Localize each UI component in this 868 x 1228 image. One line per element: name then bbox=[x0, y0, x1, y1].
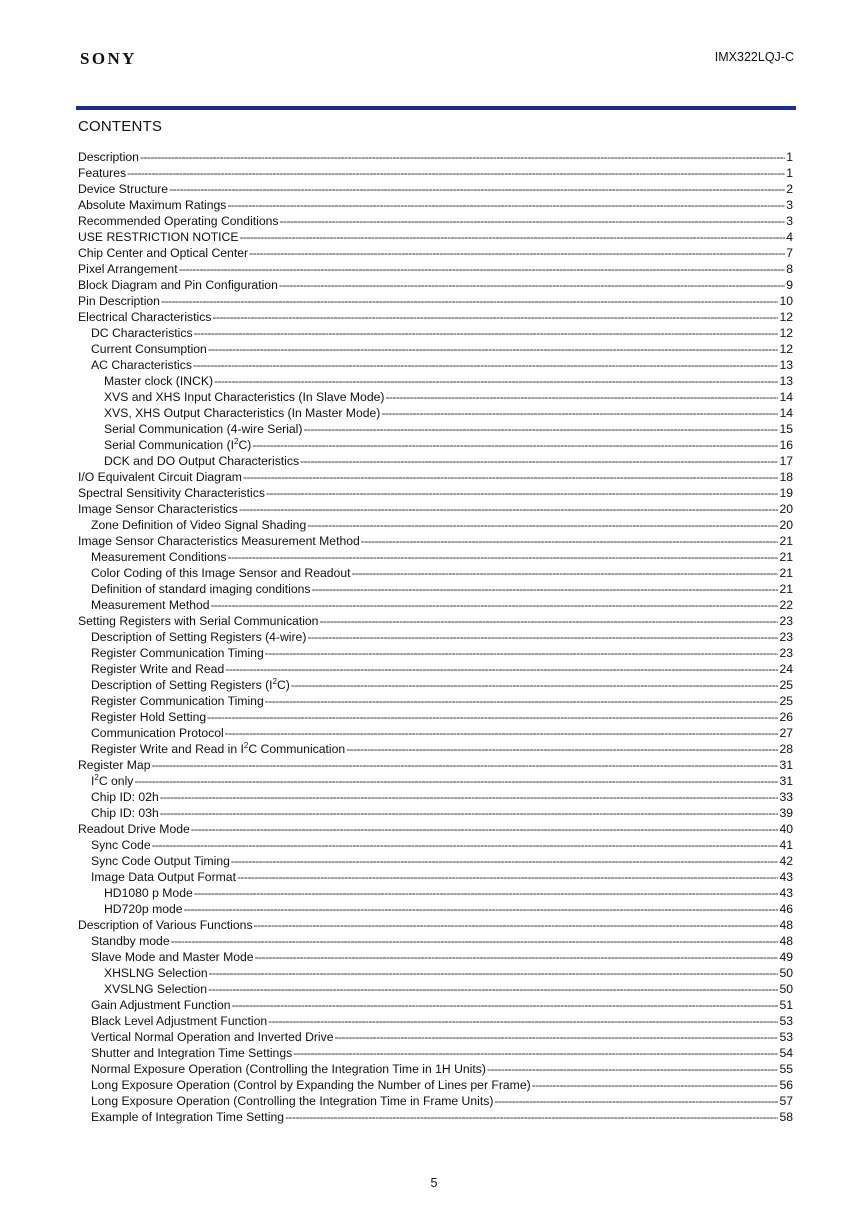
toc-entry-page: 16 bbox=[779, 438, 793, 452]
toc-leader-dashes bbox=[361, 533, 779, 549]
toc-entry[interactable] bbox=[78, 197, 793, 213]
toc-entry[interactable] bbox=[78, 885, 793, 901]
toc-entry[interactable] bbox=[78, 165, 793, 181]
toc-entry[interactable] bbox=[78, 213, 793, 229]
toc-entry-title: Current Consumption bbox=[91, 342, 207, 356]
toc-entry-title: Slave Mode and Master Mode bbox=[91, 950, 254, 964]
toc-entry-page: 39 bbox=[779, 806, 793, 820]
toc-entry[interactable] bbox=[78, 901, 793, 917]
toc-entry-page: 23 bbox=[779, 646, 793, 660]
toc-leader-dashes bbox=[211, 597, 779, 613]
toc-leader-dashes bbox=[291, 677, 779, 693]
toc-leader-dashes bbox=[351, 565, 778, 581]
toc-entry-page: 14 bbox=[779, 406, 793, 420]
toc-entry-page: 57 bbox=[779, 1094, 793, 1108]
toc-leader-dashes bbox=[381, 405, 778, 421]
toc-entry-title: $I^2C$ only bbox=[91, 772, 134, 788]
toc-entry-title: Sync Code bbox=[91, 838, 151, 852]
toc-entry-page: 1 bbox=[786, 150, 793, 164]
toc-entry-page: 1 bbox=[786, 166, 793, 180]
toc-leader-dashes bbox=[228, 549, 779, 565]
toc-entry-page: 54 bbox=[779, 1046, 793, 1060]
toc-entry-page: 41 bbox=[779, 838, 793, 852]
toc-entry[interactable] bbox=[78, 917, 793, 933]
toc-entry[interactable] bbox=[78, 357, 793, 373]
toc-entry[interactable] bbox=[78, 181, 793, 197]
toc-entry[interactable] bbox=[78, 533, 793, 549]
toc-entry-title: Image Data Output Format bbox=[91, 870, 236, 884]
toc-entry-title: Image Sensor Characteristics bbox=[78, 502, 238, 516]
toc-entry-title: Master clock (INCK) bbox=[104, 374, 214, 388]
toc-leader-dashes bbox=[303, 421, 778, 437]
toc-leader-dashes bbox=[212, 309, 778, 325]
toc-leader-dashes bbox=[487, 1061, 779, 1077]
toc-entry[interactable] bbox=[78, 309, 793, 325]
toc-entry-page: 31 bbox=[779, 774, 793, 788]
toc-leader-dashes bbox=[265, 693, 779, 709]
toc-entry-title: Measurement Conditions bbox=[91, 550, 227, 564]
toc-entry[interactable] bbox=[78, 437, 793, 453]
toc-leader-dashes bbox=[169, 181, 785, 197]
toc-leader-dashes bbox=[312, 581, 779, 597]
toc-entry[interactable] bbox=[78, 1029, 793, 1045]
toc-entry-page: 24 bbox=[779, 662, 793, 676]
toc-entry[interactable] bbox=[78, 789, 793, 805]
toc-entry-page: 31 bbox=[779, 758, 793, 772]
toc-entry[interactable] bbox=[78, 725, 793, 741]
toc-entry[interactable] bbox=[78, 341, 793, 357]
toc-entry[interactable] bbox=[78, 661, 793, 677]
toc-entry-title: Communication Protocol bbox=[91, 726, 224, 740]
toc-entry-title: Register Write and Read in $I^2C$ Communication bbox=[91, 740, 346, 756]
toc-entry[interactable] bbox=[78, 1045, 793, 1061]
toc-entry[interactable] bbox=[78, 741, 793, 757]
toc-entry-page: 15 bbox=[779, 422, 793, 436]
toc-leader-dashes bbox=[152, 837, 779, 853]
toc-entry[interactable] bbox=[78, 709, 793, 725]
toc-leader-dashes bbox=[252, 437, 778, 453]
toc-entry-title: Chip Center and Optical Center bbox=[78, 246, 249, 260]
toc-entry-title: Shutter and Integration Time Settings bbox=[91, 1046, 293, 1060]
toc-entry-page: 48 bbox=[779, 934, 793, 948]
toc-entry-page: 51 bbox=[779, 998, 793, 1012]
document-id: IMX322LQJ-C bbox=[714, 50, 794, 64]
toc-entry[interactable] bbox=[78, 277, 793, 293]
toc-entry-title: Register Communication Timing bbox=[91, 646, 264, 660]
toc-entry-page: 26 bbox=[779, 710, 793, 724]
toc-entry-page: 3 bbox=[786, 214, 793, 228]
toc-entry-title: Measurement Method bbox=[91, 598, 210, 612]
toc-leader-dashes bbox=[265, 645, 779, 661]
toc-entry-title: Standby mode bbox=[91, 934, 170, 948]
toc-leader-dashes bbox=[307, 629, 778, 645]
toc-leader-dashes bbox=[385, 389, 778, 405]
toc-entry-title: USE RESTRICTION NOTICE bbox=[78, 230, 239, 244]
toc-entry[interactable] bbox=[78, 1077, 793, 1093]
toc-entry-page: 17 bbox=[779, 454, 793, 468]
toc-entry[interactable] bbox=[78, 261, 793, 277]
toc-entry[interactable] bbox=[78, 421, 793, 437]
toc-entry-title: Vertical Normal Operation and Inverted Drive bbox=[91, 1030, 334, 1044]
toc-entry[interactable] bbox=[78, 869, 793, 885]
toc-entry-title: Sync Code Output Timing bbox=[91, 854, 230, 868]
toc-entry-page: 27 bbox=[779, 726, 793, 740]
toc-entry-title: Register Write and Read bbox=[91, 662, 225, 676]
toc-leader-dashes bbox=[140, 149, 785, 165]
toc-leader-dashes bbox=[249, 245, 785, 261]
toc-entry-title: Zone Definition of Video Signal Shading bbox=[91, 518, 307, 532]
toc-entry-title: Register Communication Timing bbox=[91, 694, 264, 708]
toc-entry[interactable] bbox=[78, 1013, 793, 1029]
toc-entry[interactable] bbox=[78, 981, 793, 997]
toc-entry-title: AC Characteristics bbox=[91, 358, 192, 372]
toc-leader-dashes bbox=[225, 661, 778, 677]
toc-entry[interactable] bbox=[78, 837, 793, 853]
toc-leader-dashes bbox=[346, 741, 778, 757]
toc-entry-page: 23 bbox=[779, 614, 793, 628]
toc-entry-page: 21 bbox=[779, 534, 793, 548]
toc-leader-dashes bbox=[285, 1109, 778, 1125]
toc-entry[interactable] bbox=[78, 693, 793, 709]
toc-leader-dashes bbox=[231, 853, 779, 869]
toc-entry-title: XVS, XHS Output Characteristics (In Master Mode) bbox=[104, 406, 381, 420]
toc-leader-dashes bbox=[160, 805, 779, 821]
toc-entry-title: Spectral Sensitivity Characteristics bbox=[78, 486, 265, 500]
toc-entry[interactable] bbox=[78, 949, 793, 965]
toc-leader-dashes bbox=[207, 709, 778, 725]
toc-leader-dashes bbox=[239, 501, 779, 517]
toc-leader-dashes bbox=[279, 277, 785, 293]
toc-entry-page: 21 bbox=[779, 582, 793, 596]
toc-entry-page: 7 bbox=[786, 246, 793, 260]
toc-entry[interactable] bbox=[78, 773, 793, 789]
toc-leader-dashes bbox=[208, 341, 779, 357]
toc-entry-title: Long Exposure Operation (Control by Expanding the Number of Lines per Frame) bbox=[91, 1078, 531, 1092]
toc-entry[interactable] bbox=[78, 805, 793, 821]
toc-entry-title: XVS and XHS Input Characteristics (In Slave Mode) bbox=[104, 390, 385, 404]
toc-leader-dashes bbox=[160, 789, 779, 805]
toc-entry-title: XVSLNG Selection bbox=[104, 982, 207, 996]
toc-entry[interactable] bbox=[78, 517, 793, 533]
toc-entry-title: DCK and DO Output Characteristics bbox=[104, 454, 300, 468]
toc-entry[interactable] bbox=[78, 501, 793, 517]
toc-entry-page: 55 bbox=[779, 1062, 793, 1076]
toc-leader-dashes bbox=[194, 885, 779, 901]
toc-entry-title: Pin Description bbox=[78, 294, 160, 308]
toc-entry-title: Electrical Characteristics bbox=[78, 310, 212, 324]
toc-entry[interactable] bbox=[78, 613, 793, 629]
toc-entry-page: 56 bbox=[779, 1078, 793, 1092]
toc-entry-page: 22 bbox=[779, 598, 793, 612]
toc-entry-title: Chip ID: 02h bbox=[91, 790, 159, 804]
toc-entry[interactable] bbox=[78, 245, 793, 261]
toc-leader-dashes bbox=[255, 949, 779, 965]
toc-entry-page: 23 bbox=[779, 630, 793, 644]
toc-entry-page: 40 bbox=[779, 822, 793, 836]
toc-entry-title: Description bbox=[78, 150, 139, 164]
toc-entry[interactable] bbox=[78, 853, 793, 869]
toc-entry-page: 20 bbox=[779, 502, 793, 516]
toc-entry-title: Features bbox=[78, 166, 127, 180]
toc-leader-dashes bbox=[293, 1045, 778, 1061]
toc-entry-title: Serial Communication $(I^2C)$ bbox=[104, 436, 252, 452]
toc-leader-dashes bbox=[151, 757, 778, 773]
toc-entry-page: 53 bbox=[779, 1014, 793, 1028]
toc-entry-title: Black Level Adjustment Function bbox=[91, 1014, 268, 1028]
toc-entry-title: Chip ID: 03h bbox=[91, 806, 159, 820]
toc-leader-dashes bbox=[184, 901, 779, 917]
toc-entry-title: Block Diagram and Pin Configuration bbox=[78, 278, 278, 292]
toc-entry-page: 46 bbox=[779, 902, 793, 916]
toc-leader-dashes bbox=[239, 229, 785, 245]
toc-entry-title: Description of Various Functions bbox=[78, 918, 253, 932]
toc-entry-page: 25 bbox=[779, 678, 793, 692]
toc-entry-title: DC Characteristics bbox=[91, 326, 193, 340]
toc-leader-dashes bbox=[254, 917, 779, 933]
toc-entry-page: 12 bbox=[779, 310, 793, 324]
toc-entry-title: Recommended Operating Conditions bbox=[78, 214, 279, 228]
toc-leader-dashes bbox=[227, 197, 785, 213]
toc-leader-dashes bbox=[494, 1093, 778, 1109]
toc-entry[interactable] bbox=[78, 389, 793, 405]
toc-entry[interactable] bbox=[78, 405, 793, 421]
toc-entry[interactable] bbox=[78, 485, 793, 501]
toc-entry-title: Long Exposure Operation (Controlling the Integration Time in Frame Units) bbox=[91, 1094, 494, 1108]
toc-entry-title: Description of Setting Registers $(I^2C)$ bbox=[91, 676, 290, 692]
toc-entry-page: 42 bbox=[779, 854, 793, 868]
toc-entry[interactable] bbox=[78, 1061, 793, 1077]
toc-entry-title: XHSLNG Selection bbox=[104, 966, 208, 980]
toc-leader-dashes bbox=[179, 261, 786, 277]
toc-entry-page: 13 bbox=[779, 374, 793, 388]
toc-entry-title: Gain Adjustment Function bbox=[91, 998, 231, 1012]
toc-entry-page: 49 bbox=[779, 950, 793, 964]
contents-heading: CONTENTS bbox=[78, 118, 163, 135]
toc-entry-page: 53 bbox=[779, 1030, 793, 1044]
toc-leader-dashes bbox=[225, 725, 779, 741]
sony-logo: SONY bbox=[80, 49, 137, 68]
toc-entry-page: 25 bbox=[779, 694, 793, 708]
toc-entry[interactable] bbox=[78, 549, 793, 565]
toc-entry-title: Absolute Maximum Ratings bbox=[78, 198, 227, 212]
toc-entry-title: HD1080 p Mode bbox=[104, 886, 193, 900]
toc-leader-dashes bbox=[214, 373, 778, 389]
toc-leader-dashes bbox=[232, 997, 779, 1013]
toc-entry[interactable] bbox=[78, 453, 793, 469]
toc-entry-page: 43 bbox=[779, 886, 793, 900]
toc-leader-dashes bbox=[191, 821, 779, 837]
toc-leader-dashes bbox=[307, 517, 778, 533]
toc-leader-dashes bbox=[266, 485, 779, 501]
toc-entry-page: 50 bbox=[779, 966, 793, 980]
toc-entry[interactable] bbox=[78, 597, 793, 613]
toc-leader-dashes bbox=[280, 213, 786, 229]
toc-leader-dashes bbox=[161, 293, 778, 309]
toc-leader-dashes bbox=[268, 1013, 778, 1029]
toc-entry[interactable] bbox=[78, 565, 793, 581]
toc-entry-title: Image Sensor Characteristics Measurement Method bbox=[78, 534, 360, 548]
toc-leader-dashes bbox=[171, 933, 779, 949]
toc-entry[interactable] bbox=[78, 293, 793, 309]
toc-entry-page: 33 bbox=[779, 790, 793, 804]
toc-leader-dashes bbox=[193, 357, 779, 373]
toc-entry-title: Normal Exposure Operation (Controlling the Integration Time in 1H Units) bbox=[91, 1062, 486, 1076]
table-of-contents bbox=[78, 149, 793, 1125]
toc-entry-page: 14 bbox=[779, 390, 793, 404]
toc-leader-dashes bbox=[300, 453, 778, 469]
toc-entry-title: Readout Drive Mode bbox=[78, 822, 190, 836]
toc-entry-title: Serial Communication (4-wire Serial) bbox=[104, 422, 303, 436]
toc-leader-dashes bbox=[209, 965, 779, 981]
toc-entry[interactable] bbox=[78, 373, 793, 389]
toc-entry[interactable] bbox=[78, 821, 793, 837]
toc-entry[interactable] bbox=[78, 933, 793, 949]
toc-leader-dashes bbox=[208, 981, 778, 997]
page-number: 5 bbox=[430, 1176, 438, 1190]
toc-entry-page: 2 bbox=[786, 182, 793, 196]
toc-entry-page: 21 bbox=[779, 566, 793, 580]
toc-entry-page: 12 bbox=[779, 342, 793, 356]
toc-entry[interactable] bbox=[78, 149, 793, 165]
toc-entry[interactable] bbox=[78, 997, 793, 1013]
toc-entry-title: Description of Setting Registers (4-wire) bbox=[91, 630, 307, 644]
toc-entry-page: 58 bbox=[779, 1110, 793, 1124]
toc-entry-title: HD720p mode bbox=[104, 902, 183, 916]
toc-leader-dashes bbox=[194, 325, 779, 341]
toc-entry-page: 8 bbox=[786, 262, 793, 276]
toc-entry-page: 48 bbox=[779, 918, 793, 932]
toc-entry-page: 3 bbox=[786, 198, 793, 212]
toc-entry-title: Setting Registers with Serial Communication bbox=[78, 614, 319, 628]
toc-entry[interactable] bbox=[78, 645, 793, 661]
toc-entry-page: 4 bbox=[786, 230, 793, 244]
toc-entry-title: Definition of standard imaging conditions bbox=[91, 582, 311, 596]
toc-entry[interactable] bbox=[78, 581, 793, 597]
toc-leader-dashes bbox=[319, 613, 778, 629]
toc-entry[interactable] bbox=[78, 677, 793, 693]
toc-leader-dashes bbox=[127, 165, 785, 181]
toc-leader-dashes bbox=[237, 869, 778, 885]
toc-entry-page: 18 bbox=[779, 470, 793, 484]
toc-entry[interactable] bbox=[78, 629, 793, 645]
toc-entry-page: 10 bbox=[779, 294, 793, 308]
toc-leader-dashes bbox=[335, 1029, 779, 1045]
toc-entry-title: Register Hold Setting bbox=[91, 710, 207, 724]
toc-entry-page: 9 bbox=[786, 278, 793, 292]
toc-leader-dashes bbox=[134, 773, 778, 789]
toc-entry-page: 21 bbox=[779, 550, 793, 564]
toc-entry[interactable] bbox=[78, 469, 793, 485]
toc-entry-title: I/O Equivalent Circuit Diagram bbox=[78, 470, 242, 484]
toc-entry-title: Color Coding of this Image Sensor and Readout bbox=[91, 566, 351, 580]
toc-entry[interactable] bbox=[78, 965, 793, 981]
toc-entry[interactable] bbox=[78, 1093, 793, 1109]
toc-entry-page: 43 bbox=[779, 870, 793, 884]
toc-entry-page: 50 bbox=[779, 982, 793, 996]
header-rule bbox=[76, 106, 796, 110]
toc-entry-page: 19 bbox=[779, 486, 793, 500]
toc-entry-page: 13 bbox=[779, 358, 793, 372]
toc-entry[interactable] bbox=[78, 757, 793, 773]
toc-entry-title: Register Map bbox=[78, 758, 151, 772]
toc-entry-page: 28 bbox=[779, 742, 793, 756]
toc-entry-title: Example of Integration Time Setting bbox=[91, 1110, 285, 1124]
toc-entry-title: Device Structure bbox=[78, 182, 169, 196]
toc-entry-title: Pixel Arrangement bbox=[78, 262, 178, 276]
toc-leader-dashes bbox=[532, 1077, 779, 1093]
toc-entry[interactable] bbox=[78, 325, 793, 341]
toc-entry[interactable] bbox=[78, 1109, 793, 1125]
toc-leader-dashes bbox=[243, 469, 779, 485]
toc-entry[interactable] bbox=[78, 229, 793, 245]
toc-entry-page: 20 bbox=[779, 518, 793, 532]
toc-entry-page: 12 bbox=[779, 326, 793, 340]
